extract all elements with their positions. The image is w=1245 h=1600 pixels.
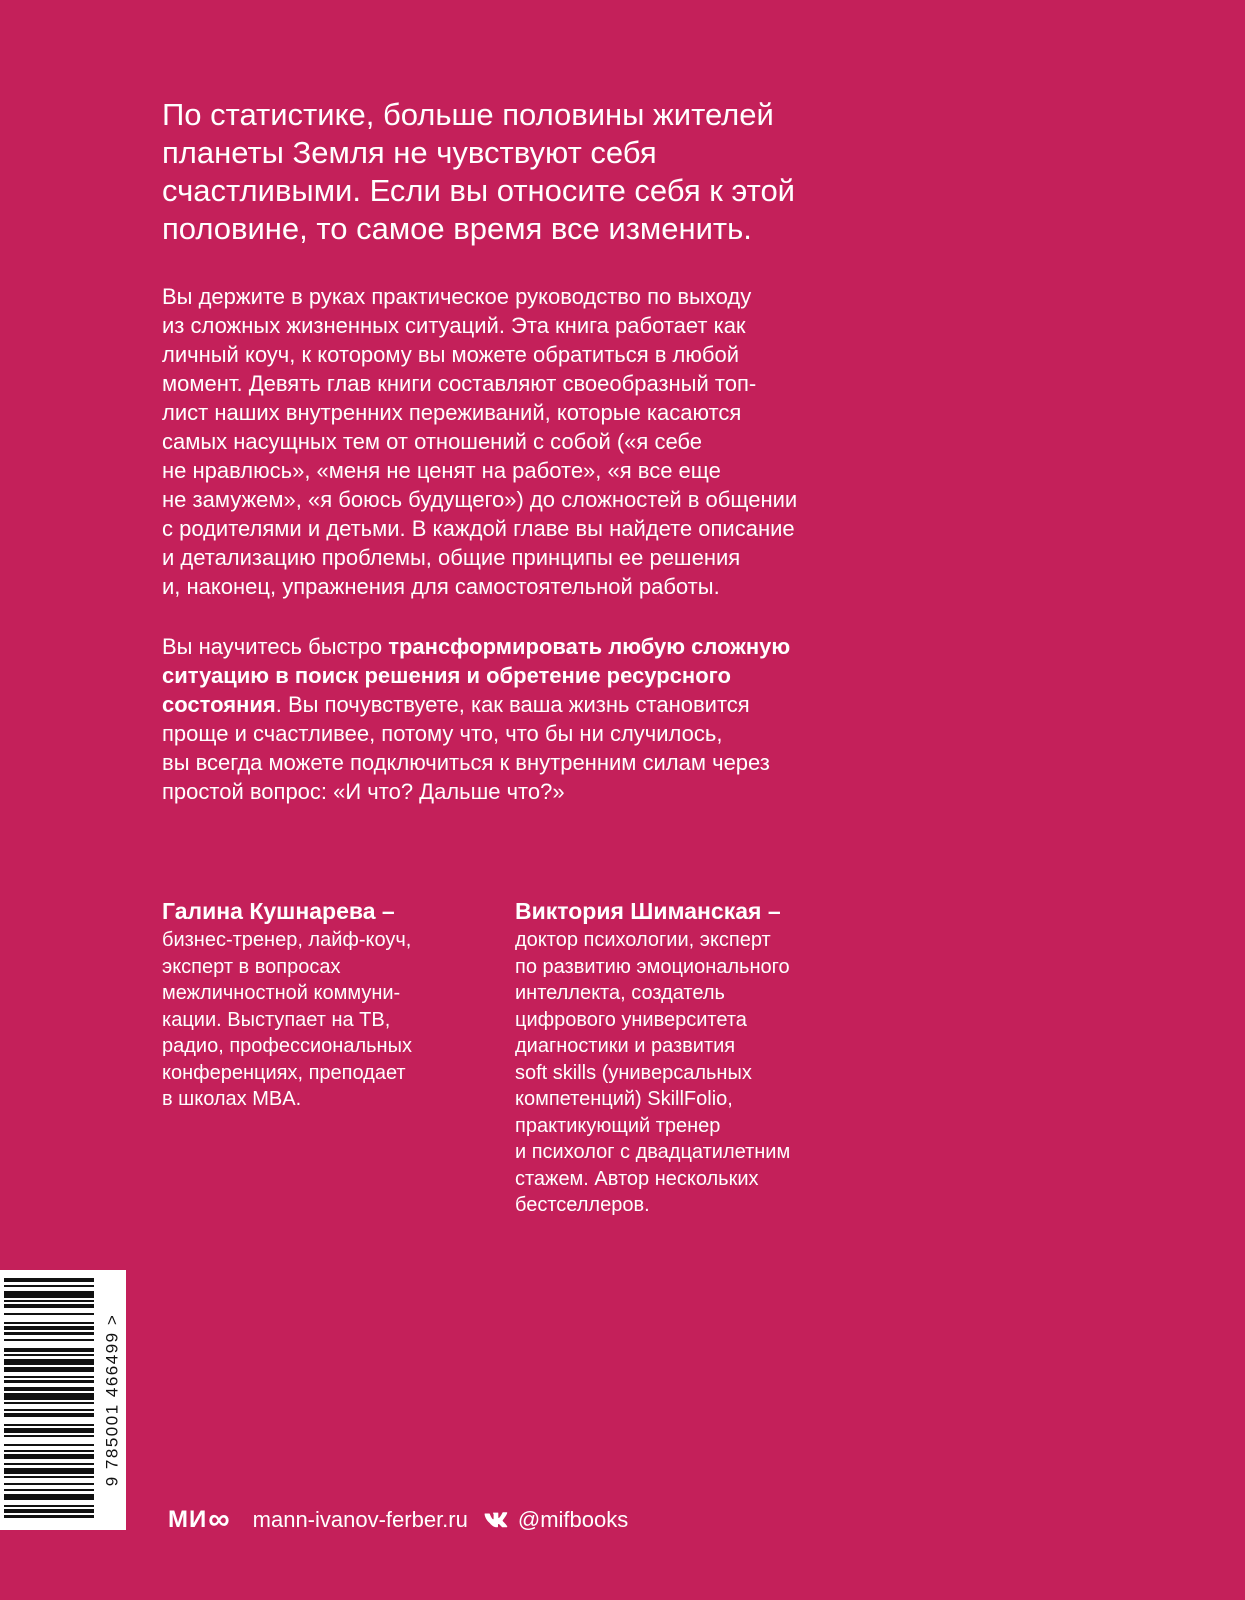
- paragraph-line: не нравлюсь», «меня не ценят на работе», «я все еще: [162, 458, 721, 483]
- barcode-bar: [4, 1348, 94, 1352]
- barcode-bar: [4, 1278, 94, 1282]
- barcode-bar: [4, 1322, 94, 1324]
- barcode-bar: [4, 1409, 94, 1411]
- publisher-footer: [168, 1503, 628, 1537]
- barcode-bar: [4, 1300, 94, 1302]
- bio-line: компетенций) SkillFolio,: [515, 1088, 733, 1110]
- bio-line: радио, профессиональных: [162, 1035, 412, 1057]
- publisher-website-link[interactable]: mann-ivanov-ferber.ru: [252, 1507, 468, 1532]
- bio-line: бестселлеров.: [515, 1194, 650, 1216]
- bio-line: кации. Выступает на ТВ,: [162, 1008, 391, 1031]
- paragraph-line: [162, 690, 942, 719]
- paragraph-line: самых насущных тем от отношений с собой («я себе: [162, 429, 703, 454]
- paragraph-line: [162, 632, 942, 661]
- barcode-bar: [4, 1435, 94, 1437]
- bio-line: soft skills (универсальных: [515, 1061, 752, 1084]
- headline-line: половине, то самое время все изменить.: [162, 211, 752, 246]
- barcode-bar: [4, 1428, 94, 1432]
- paragraph-line: ситуацию в поиск решения и обретение ресурсного: [162, 663, 731, 688]
- headline-line: планеты Земля не чувствуют себя: [162, 135, 657, 170]
- barcode-bar: [4, 1450, 94, 1452]
- bio-line: цифрового университета: [515, 1008, 747, 1031]
- bio-line: стажем. Автор нескольких: [515, 1167, 759, 1190]
- bio-line: практикующий тренер: [515, 1114, 721, 1137]
- social-handle-link[interactable]: @mifbooks: [517, 1507, 629, 1532]
- paragraph-line: не замужем», «я боюсь будущего») до сложностей в общении: [162, 487, 798, 512]
- barcode-bar: [4, 1494, 94, 1501]
- barcode-bar: [4, 1359, 94, 1366]
- barcode-bar: [4, 1454, 94, 1458]
- author-name: Виктория Шиманская –: [515, 898, 781, 924]
- bio-line: доктор психологии, эксперт: [515, 929, 771, 951]
- plain-text: . Вы почувствуете, как ваша жизнь становится: [275, 692, 750, 717]
- benefit-paragraph: [162, 632, 942, 806]
- paragraph-line: личный коуч, к которому вы можете обратиться в любой: [162, 342, 740, 367]
- author-bio-shimanskaya: [515, 896, 790, 1219]
- barcode-bar: [4, 1376, 94, 1378]
- paragraph-line: проще и счастливее, потому что, что бы ни случилось,: [162, 721, 723, 746]
- paragraph-line: вы всегда можете подключиться к внутренним силам через: [162, 750, 770, 775]
- paragraph-line: момент. Девять глав книги составляют своеобразный топ-: [162, 371, 757, 396]
- barcode-bar: [4, 1332, 94, 1334]
- barcode-bar: [4, 1367, 94, 1371]
- vk-icon[interactable]: [484, 1508, 508, 1532]
- barcode-bar: [4, 1505, 94, 1507]
- bio-line: и психолог с двадцатилетним: [515, 1141, 791, 1163]
- barcode-bar: [4, 1413, 94, 1417]
- headline-line: По статистике, больше половины жителей: [162, 97, 774, 132]
- barcode-bar: [4, 1463, 94, 1465]
- barcode-bar: [4, 1402, 94, 1404]
- paragraph-line: и, наконец, упражнения для самостоятельной работы.: [162, 574, 720, 599]
- headline: [162, 96, 922, 248]
- paragraph-line: и детализацию проблемы, общие принципы ее решения: [162, 545, 741, 570]
- bio-line: диагностики и развития: [515, 1035, 736, 1057]
- barcode-bar: [4, 1339, 94, 1341]
- barcode-bar: [4, 1326, 94, 1330]
- paragraph-line: лист наших внутренних переживаний, которые касаются: [162, 400, 742, 425]
- bio-line: интеллекта, создатель: [515, 982, 725, 1004]
- bio-line: межличностной коммуни-: [162, 982, 401, 1004]
- bio-line: бизнес-тренер, лайф-коуч,: [162, 929, 412, 951]
- description-paragraph: [162, 282, 942, 601]
- paragraph-line: из сложных жизненных ситуаций. Эта книга работает как: [162, 313, 746, 338]
- barcode-bar: [4, 1380, 94, 1382]
- barcode-bar: [4, 1476, 94, 1478]
- barcode-bar: [4, 1354, 94, 1356]
- plain-text: Вы научитесь быстро: [162, 634, 389, 659]
- barcode-bar: [4, 1468, 94, 1475]
- bio-line: конференциях, преподает: [162, 1061, 406, 1084]
- bold-text: состояния: [162, 692, 276, 717]
- bold-text: трансформировать любую сложную: [388, 634, 791, 659]
- paragraph-line: простой вопрос: «И что? Дальше что?»: [162, 779, 565, 804]
- barcode-bar: [4, 1444, 94, 1446]
- bio-line: в школах MBA.: [162, 1088, 302, 1110]
- barcode-bar: [4, 1483, 94, 1485]
- barcode-bar: [4, 1285, 94, 1287]
- barcode-bar: [4, 1291, 94, 1298]
- paragraph-line: с родителями и детьми. В каждой главе вы найдете описание: [162, 516, 795, 541]
- headline-line: счастливыми. Если вы относите себя к этой: [162, 173, 796, 208]
- bio-line: эксперт в вопросах: [162, 955, 341, 978]
- isbn-barcode: [0, 1270, 126, 1530]
- paragraph-line: Вы держите в руках практическое руководство по выходу: [162, 284, 752, 309]
- logo-letters: МИ: [168, 1506, 208, 1533]
- isbn-number: 9 785001 466499 >: [102, 1313, 122, 1487]
- barcode-bar: [4, 1387, 94, 1391]
- publisher-logo: [168, 1503, 231, 1536]
- author-bio-kushnareva: [162, 896, 412, 1113]
- barcode-bar: [4, 1393, 94, 1400]
- barcode-bar: [4, 1424, 94, 1426]
- infinity-icon: ∞: [208, 1503, 231, 1536]
- barcode-bar: [4, 1489, 94, 1491]
- barcode-bar: [4, 1509, 94, 1513]
- barcode-bar: [4, 1304, 94, 1308]
- bio-line: по развитию эмоционального: [515, 955, 790, 978]
- barcode-bars: [4, 1278, 94, 1522]
- author-name: Галина Кушнарева –: [162, 898, 395, 924]
- barcode-bar: [4, 1515, 94, 1517]
- isbn-number-container: [98, 1270, 126, 1530]
- barcode-bar: [4, 1313, 94, 1315]
